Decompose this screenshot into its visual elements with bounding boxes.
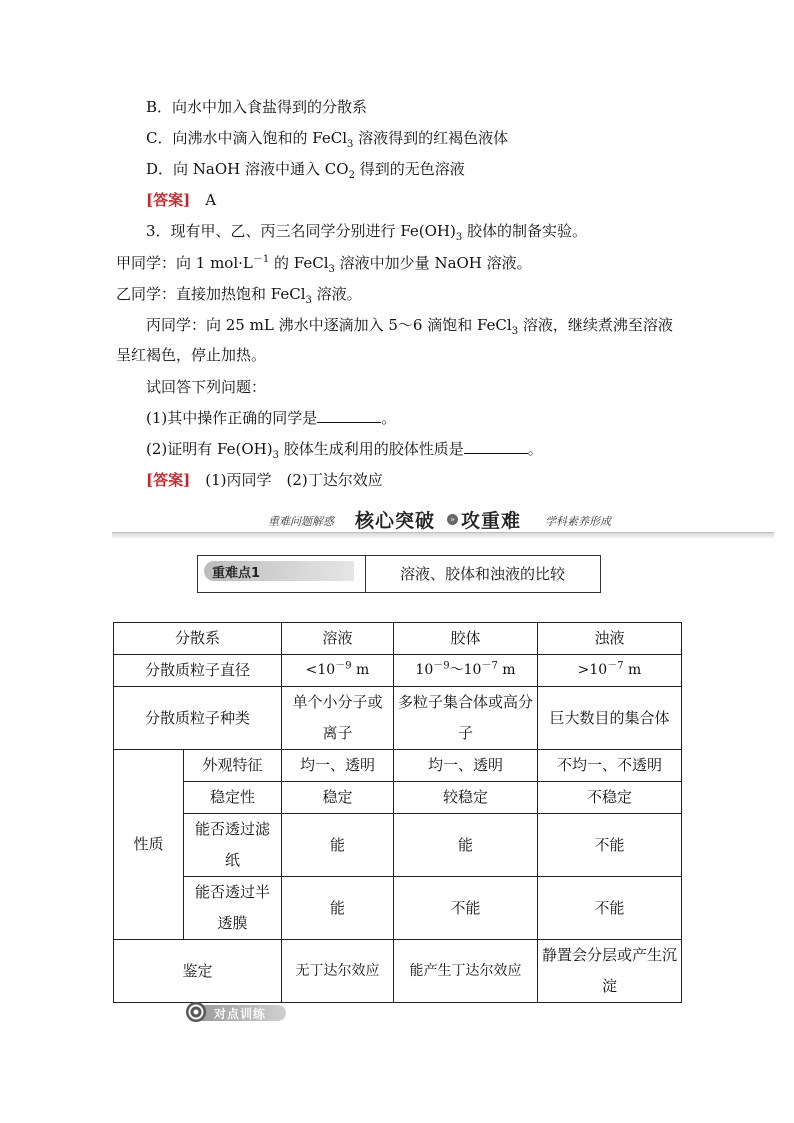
answer-1: [答案] A (146, 191, 217, 209)
table-cell: 不稳定 (538, 782, 682, 814)
comparison-table (113, 622, 682, 1003)
table-cell: 稳定 (282, 782, 394, 814)
row-label: 稳定性 (184, 782, 282, 814)
key-point-tag (198, 556, 366, 592)
table-cell: 不能 (538, 877, 682, 940)
table-row (114, 750, 682, 782)
student-jia: 甲同学：向 1 $mol\cdot L^{-1}$ 的 FeCl$_3$ 溶液中加少量 NaOH 溶液。 (116, 254, 532, 275)
sub-question-2: (2)证明有 $Fe(OH)_3$ 胶体生成利用的胶体性质是 。 (146, 440, 543, 461)
table-cell: 多粒子集合体或高分子 (394, 687, 538, 750)
banner-title-1: 核心突破 (355, 510, 436, 532)
option-d: D．向 NaOH 溶液中通入 $CO_2$ 得到的无色溶液 (146, 160, 465, 181)
header-cell: 浊液 (538, 623, 682, 655)
banner-left-text: 重难问题解惑 (268, 515, 334, 528)
header-cell: 胶体 (394, 623, 538, 655)
banner-bar (112, 532, 774, 538)
header-cell: 溶液 (282, 623, 394, 655)
question-3: 3．现有甲、乙、丙三名同学分别进行 $Fe(OH)_3$ 胶体的制备实验。 (146, 222, 588, 243)
table-header-row (114, 623, 682, 655)
table-cell: 均一、透明 (282, 750, 394, 782)
row-label: 外观特征 (184, 750, 282, 782)
practice-tag (186, 1002, 286, 1022)
answer-blank[interactable] (317, 408, 381, 423)
banner-title-2: 攻重难 (461, 510, 522, 532)
table-row (114, 940, 682, 1003)
table-cell: $>10^{-7}$ m (538, 655, 682, 687)
answer-2: [答案] (1)丙同学 (2)丁达尔效应 (146, 471, 383, 489)
table-row (114, 814, 682, 877)
table-cell: 静置会分层或产生沉淀 (538, 940, 682, 1003)
table-cell: 不能 (394, 877, 538, 940)
row-label: 能否透过半透膜 (184, 877, 282, 940)
option-b: B．向水中加入食盐得到的分散系 (146, 98, 368, 116)
key-point-title: 溶液、胶体和浊液的比较 (399, 565, 565, 583)
answer-tag: [答案] (146, 191, 191, 209)
table-row (114, 877, 682, 940)
sub-question-1: (1)其中操作正确的同学是 。 (146, 409, 397, 427)
table-cell: 单个小分子或离子 (282, 687, 394, 750)
row-label: 鉴定 (114, 940, 282, 1003)
key-point-box (197, 555, 601, 593)
row-label: 分散质粒子直径 (114, 655, 282, 687)
table-cell: 不均一、不透明 (538, 750, 682, 782)
key-point-label: 重难点1 (212, 566, 261, 581)
property-group-label: 性质 (114, 750, 184, 940)
banner-right-text: 学科素养形成 (545, 515, 611, 528)
table-row (114, 655, 682, 687)
chevron-right-icon: » (447, 514, 458, 525)
student-bing: 丙同学：向 25 mL 沸水中逐滴加入 5～6 滴饱和 FeCl$_3$ 溶液，继续煮沸至溶液 (146, 316, 673, 337)
row-label: 分散质粒子种类 (114, 687, 282, 750)
header-cell: 分散系 (114, 623, 282, 655)
table-cell: $<10^{-9}$ m (282, 655, 394, 687)
table-cell: 均一、透明 (394, 750, 538, 782)
option-c: C．向沸水中滴入饱和的 FeCl$_3$ 溶液得到的红褐色液体 (146, 129, 509, 150)
target-icon (186, 1002, 206, 1022)
table-cell: 较稳定 (394, 782, 538, 814)
table-row (114, 687, 682, 750)
table-cell: 能 (282, 814, 394, 877)
student-yi: 乙同学：直接加热饱和 FeCl$_3$ 溶液。 (116, 285, 362, 306)
table-row (114, 782, 682, 814)
table-cell: 无丁达尔效应 (282, 940, 394, 1003)
table-cell: 能 (282, 877, 394, 940)
table-cell: 巨大数目的集合体 (538, 687, 682, 750)
answer-blank[interactable] (464, 439, 528, 454)
practice-label: 对点训练 (214, 1007, 267, 1021)
table-cell: 能 (394, 814, 538, 877)
student-bing-cont: 呈红褐色，停止加热。 (116, 346, 267, 364)
prompt: 试回答下列问题： (146, 378, 267, 396)
answer-tag: [答案] (146, 471, 191, 489)
section-banner (112, 508, 774, 538)
table-cell: 不能 (538, 814, 682, 877)
table-cell: 能产生丁达尔效应 (394, 940, 538, 1003)
row-label: 能否透过滤纸 (184, 814, 282, 877)
table-cell: $10^{-9}\sim 10^{-7}$ m (394, 655, 538, 687)
